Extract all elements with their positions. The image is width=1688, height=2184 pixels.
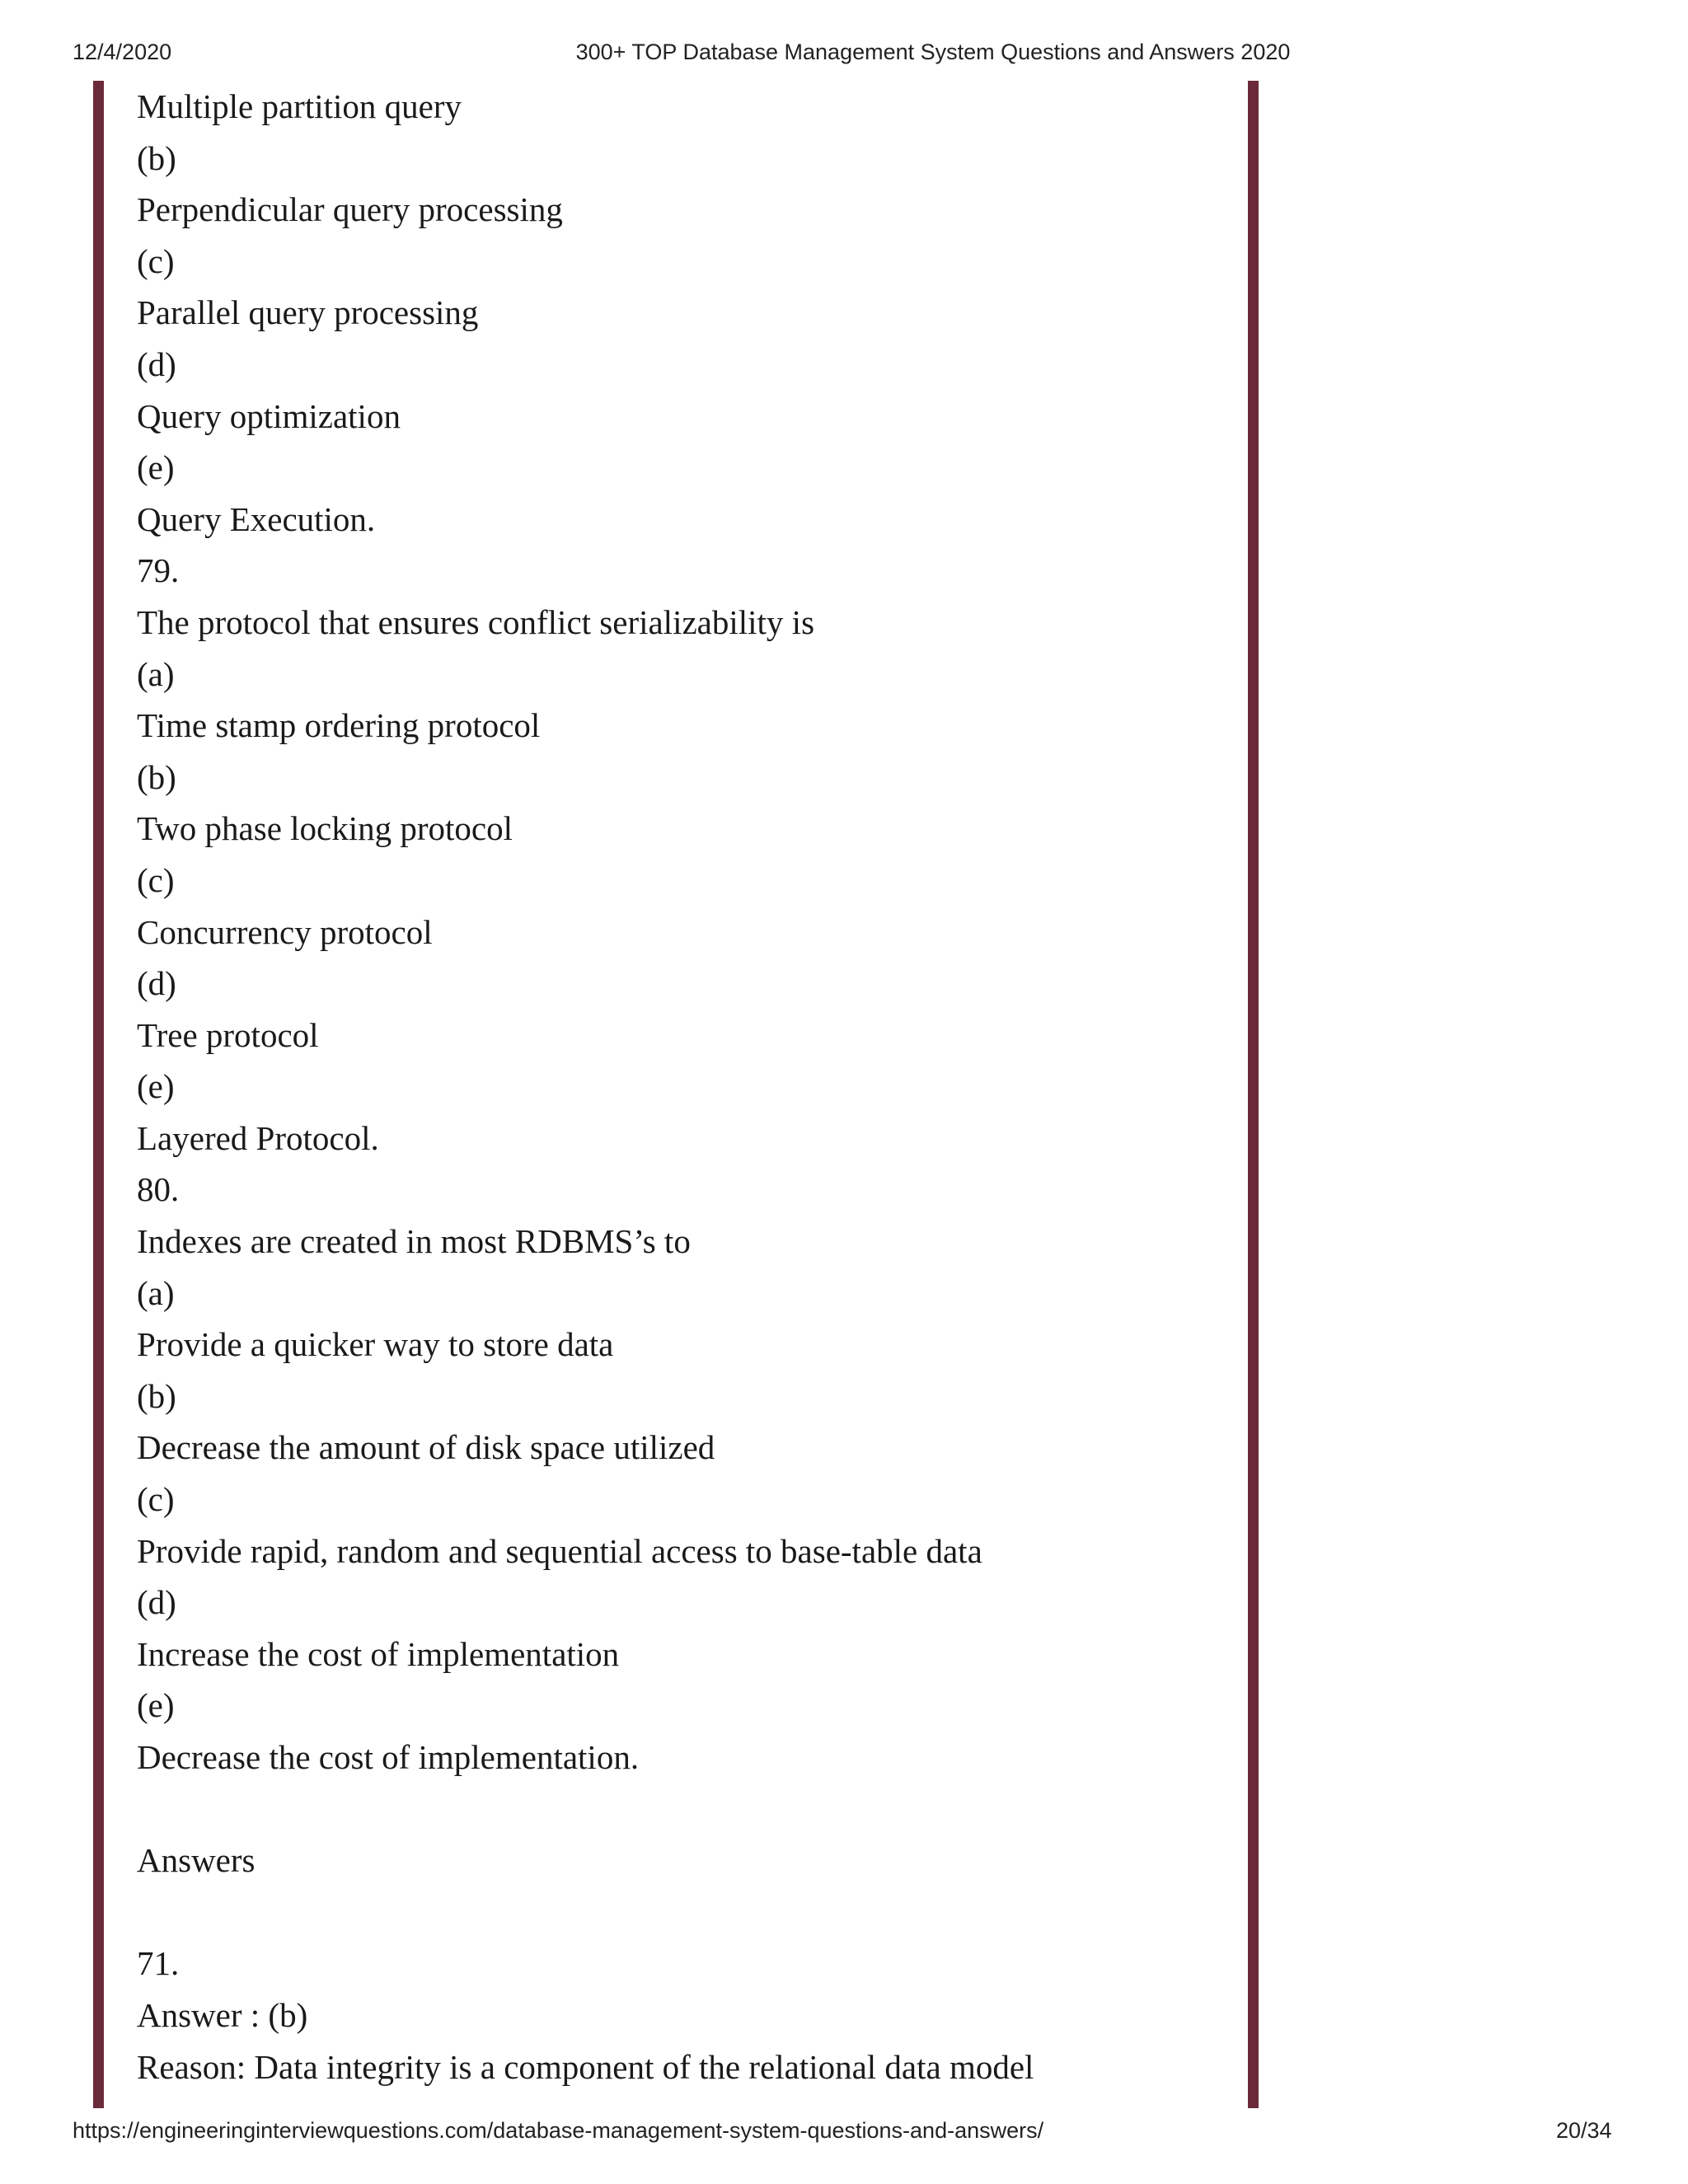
content-line: Two phase locking protocol (137, 809, 513, 848)
content-line: (a) (137, 654, 175, 693)
content-line: (e) (137, 1686, 175, 1725)
content-line: Query Execution. (137, 499, 376, 538)
content-line: Time stamp ordering protocol (137, 706, 541, 745)
answer-reason: Reason: Data integrity is a component of the relational data model (137, 2047, 1034, 2086)
content-line: Layered Protocol. (137, 1118, 379, 1157)
print-header-title: 300+ TOP Database Management System Questions and Answers 2020 (575, 40, 1291, 64)
answers-heading: Answers (137, 1841, 256, 1880)
article-content (137, 81, 1233, 2093)
question-text: Indexes are created in most RDBMS’s to (137, 1222, 691, 1261)
content-line: (a) (137, 1273, 175, 1312)
content-line: Decrease the amount of disk space utilized (137, 1428, 715, 1467)
left-border-rule (93, 81, 104, 2108)
content-line: (c) (137, 241, 175, 280)
print-footer-url: https://engineeringinterviewquestions.com/database-management-system-questions-and-answers/ (73, 2118, 1044, 2143)
question-text: The protocol that ensures conflict serializability is (137, 602, 815, 641)
content-line: (d) (137, 964, 176, 1003)
content-line: Increase the cost of implementation (137, 1634, 620, 1673)
content-line: Decrease the cost of implementation. (137, 1738, 640, 1776)
content-line: Multiple partition query (137, 87, 462, 125)
content-line: Concurrency protocol (137, 912, 433, 951)
content-line: (d) (137, 344, 176, 383)
content-line: (c) (137, 860, 175, 899)
spacer (137, 1886, 1233, 1938)
print-footer-page-number: 20/34 (1556, 2118, 1612, 2143)
content-line: Query optimization (137, 396, 401, 435)
question-number: 79. (137, 551, 180, 590)
content-line: (c) (137, 1480, 175, 1519)
content-line: (e) (137, 448, 175, 487)
content-line: (b) (137, 757, 176, 796)
content-line: Tree protocol (137, 1015, 319, 1054)
print-header-date: 12/4/2020 (73, 40, 172, 64)
content-line: Provide rapid, random and sequential access to base-table data (137, 1531, 982, 1570)
content-line: Provide a quicker way to store data (137, 1325, 614, 1364)
content-line: (e) (137, 1067, 175, 1106)
content-line: (b) (137, 138, 176, 177)
answer-choice: Answer : (b) (137, 1995, 308, 2034)
content-line: (b) (137, 1376, 176, 1415)
content-line: (d) (137, 1583, 176, 1622)
right-border-rule (1248, 81, 1259, 2108)
content-line: Parallel query processing (137, 293, 479, 332)
question-number: 80. (137, 1170, 180, 1209)
spacer (137, 1783, 1233, 1835)
content-line: Perpendicular query processing (137, 190, 563, 229)
answer-number: 71. (137, 1944, 180, 1983)
